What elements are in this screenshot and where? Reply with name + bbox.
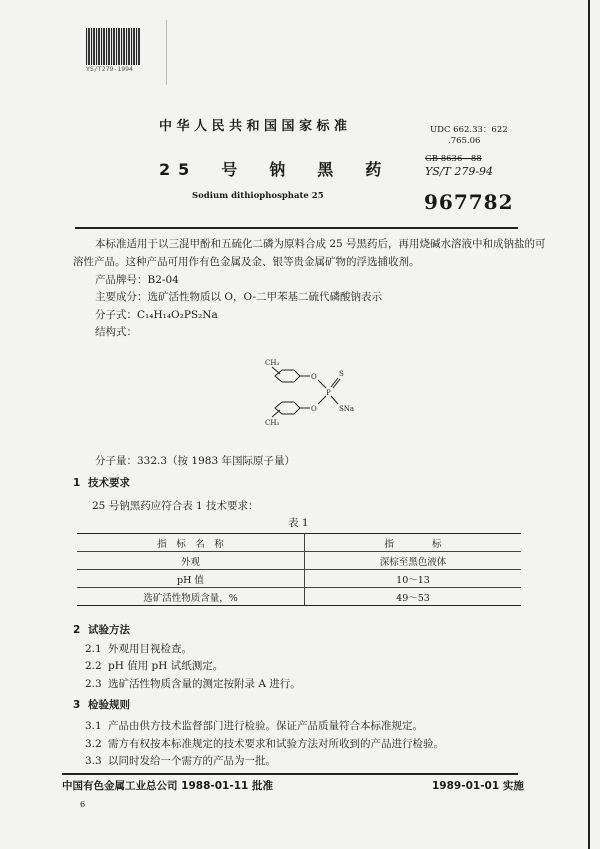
barcode: [86, 28, 140, 65]
approval: 中国有色金属工业总公司 1988-01-11 批准: [62, 780, 273, 792]
section1-text: 25 号钠黑药应符合表 1 技术要求：: [92, 500, 259, 512]
structure-label: 结构式：: [95, 326, 137, 338]
udc-line1: UDC 662.33：622: [430, 125, 508, 135]
component: 主要成分：选矿活性物质以 O，O-二甲苯基二硫代磷酸钠表示: [95, 291, 382, 303]
table-cell: 10～13: [305, 570, 522, 588]
item-text: 需方有权按本标准规定的技术要求和试验方法对所收到的产品进行检验。: [108, 738, 444, 750]
table-cell: 外观: [77, 552, 305, 570]
ch3-top: CH₃: [265, 359, 280, 367]
item-num: 3.1: [85, 720, 102, 732]
org-title: 中华人民共和国国家标准: [159, 119, 352, 134]
page-title: 25 号 钠 黑 药: [159, 160, 390, 179]
item-num: 2.3: [85, 678, 102, 690]
udc-line2: .765.06: [448, 136, 481, 146]
item-text: 以同时发给一个需方的产品为一批。: [108, 755, 276, 767]
oxygen-1: O: [311, 373, 317, 381]
table-cell: pH 值: [77, 570, 305, 588]
intro-line: 本标准适用于以三混甲酚和五硫化二磷为原料合成 25 号黑药后，再用烧碱水溶液中和成钠盐的可: [95, 238, 546, 250]
table-cell: 选矿活性物质含量，%: [77, 588, 305, 606]
sulfur: S: [339, 370, 344, 378]
formula: 分子式：C₁₄H₁₄O₂PS₂Na: [95, 309, 218, 321]
section1-title: 技术要求: [88, 477, 130, 489]
doc-number: 967782: [424, 190, 514, 214]
table-row: [77, 552, 521, 570]
item-text: pH 值用 pH 试纸测定。: [108, 660, 224, 672]
benzene-ring-top: [275, 370, 300, 382]
item-num: 3.2: [85, 738, 102, 750]
header-cell: 指 标 名 称: [77, 534, 305, 552]
section1-num: 1: [73, 477, 81, 489]
section3-title: 检验规则: [88, 699, 130, 711]
old-code: GB 8636—88: [425, 154, 482, 164]
section2-title: 试验方法: [88, 624, 130, 636]
intro-line: 溶性产品。这种产品可用作有色金属及金、银等贵金属矿物的浮选捕收剂。: [73, 256, 420, 268]
scan-fold-line: [166, 20, 167, 85]
phosphorus: P: [326, 389, 331, 397]
brand: 产品牌号：B2-04: [95, 274, 179, 286]
table-row: [77, 588, 521, 606]
section2-num: 2: [73, 624, 81, 636]
item-text: 选矿活性物质含量的测定按附录 A 进行。: [108, 678, 301, 690]
structural-formula: [250, 350, 390, 440]
ch3-bottom: CH₃: [265, 419, 280, 427]
item-num: 2.2: [85, 660, 102, 672]
item-num: 3.3: [85, 755, 102, 767]
table-row: [77, 570, 521, 588]
header-cell: 指 标: [305, 534, 522, 552]
page-number: 6: [80, 800, 86, 809]
requirements-table: [77, 533, 521, 606]
section3-num: 3: [73, 699, 81, 711]
table-caption: 表 1: [288, 517, 309, 529]
table-header: [77, 534, 521, 552]
item-num: 2.1: [85, 643, 102, 655]
item-text: 外观用目视检查。: [108, 643, 192, 655]
effective-date: 1989-01-01 实施: [432, 780, 524, 792]
title-en: Sodium dithiophosphate 25: [192, 191, 324, 201]
oxygen-2: O: [311, 405, 317, 413]
header-rule: [75, 227, 518, 229]
table-cell: 深棕至黑色液体: [305, 552, 522, 570]
handwritten-code: YS/T 279-94: [425, 165, 494, 178]
benzene-ring-bottom: [275, 402, 300, 414]
scan-edge-line: [588, 0, 590, 849]
item-text: 产品由供方技术监督部门进行检验。保证产品质量符合本标准规定。: [108, 720, 423, 732]
barcode-text: YS/T279-1994: [86, 65, 133, 73]
mol-weight: 分子量：332.3（按 1983 年国际原子量）: [95, 455, 295, 467]
sna: SNa: [339, 405, 355, 413]
footer-rule: [62, 773, 518, 775]
table-cell: 49～53: [305, 588, 522, 606]
